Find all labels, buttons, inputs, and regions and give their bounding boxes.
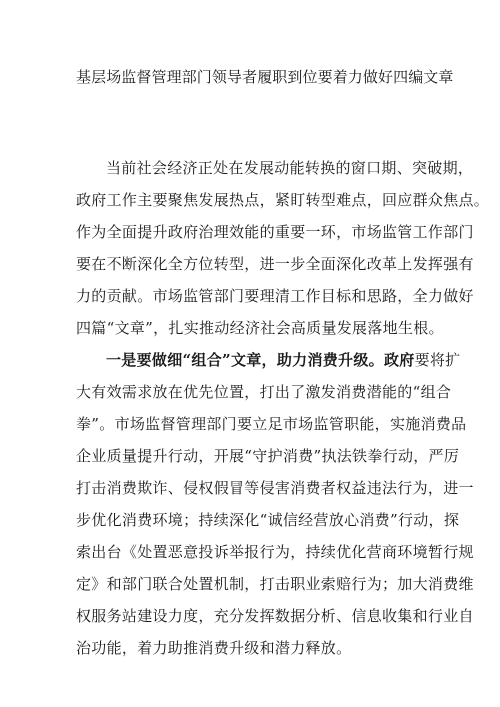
paragraph-2-line-2: 大有效需求放在优先位置，打出了激发消费潜能的“组合 bbox=[76, 383, 452, 401]
paragraph-1-line-6: 四篇“文章”，扎实推动经济社会高质量发展落地生根。 bbox=[76, 319, 444, 337]
paragraph-1-line-3: 作为全面提升政府治理效能的重要一环，市场监管工作部门 bbox=[76, 223, 474, 241]
paragraph-2-line-10: 治功能，着力助推消费升级和潜力释放。 bbox=[76, 639, 352, 657]
document-title: 基层场监督管理部门领导者履职到位要着力做好四编文章 bbox=[76, 68, 454, 86]
paragraph-1-line-2: 政府工作主要聚焦发展热点，紧盯转型难点，回应群众焦点。 bbox=[76, 191, 490, 209]
paragraph-2-line-5: 打击消费欺诈、侵权假冒等侵害消费者权益违法行为，进一 bbox=[76, 479, 474, 497]
paragraph-2-line-6: 步优化消费环境；持续深化“诚信经营放心消费”行动，探 bbox=[76, 511, 460, 529]
paragraph-2-line-7: 索出台《处置恶意投诉举报行为，持续优化营商环境暂行规 bbox=[76, 543, 474, 561]
paragraph-1-line-4: 要在不断深化全方位转型，进一步全面深化改革上发挥强有 bbox=[76, 255, 474, 273]
paragraph-2-lead-bold: 一是要做细“组合”文章，助力消费升级。政府 bbox=[106, 351, 415, 369]
paragraph-2-line-8: 定》和部门联合处置机制，打击职业索赔行为；加大消费维 bbox=[76, 575, 474, 593]
paragraph-2-line-4: 企业质量提升行动，开展“守护消费”执法铁拳行动，严厉 bbox=[76, 447, 460, 465]
paragraph-2-line-9: 权服务站建设力度，充分发挥数据分析、信息收集和行业自 bbox=[76, 607, 474, 625]
paragraph-2-line-1 bbox=[106, 350, 460, 370]
paragraph-2-lead-rest: 要将扩 bbox=[414, 351, 461, 369]
paragraph-1-line-1: 当前社会经济正处在发展动能转换的窗口期、突破期， bbox=[106, 159, 474, 177]
paragraph-1-line-5: 力的贡献。市场监管部门要理清工作目标和思路，全力做好 bbox=[76, 287, 474, 305]
paragraph-2-line-3: 拳”。市场监督管理部门要立足市场监管职能，实施消费品 bbox=[76, 415, 467, 433]
